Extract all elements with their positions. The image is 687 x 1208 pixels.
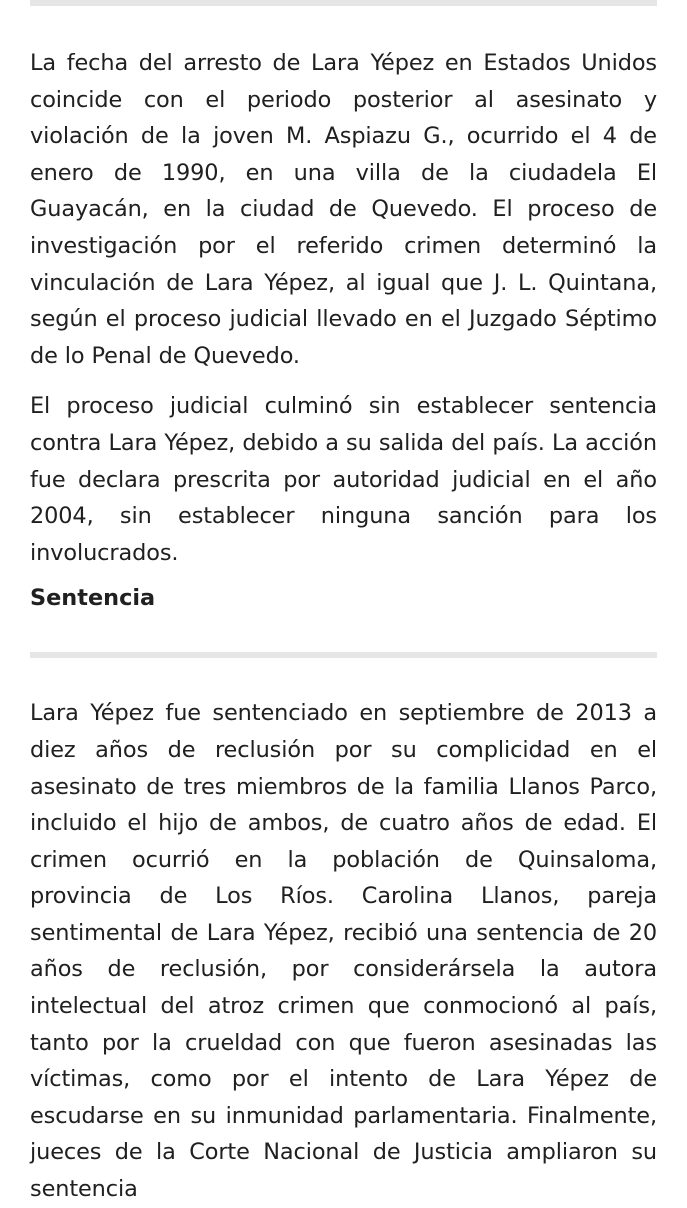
section-divider [30,652,657,658]
paragraph-sentence: Lara Yépez fue sentenciado en septiembre de 2013 a diez años de reclusión por su complicidad en el asesinato de tres miembros de la familia Llanos Parco, incluido el hijo de ambos, de cuatro años de edad. El crimen ocurrió en la población de Quinsaloma, provincia de Los Ríos. Carolina Llanos, pareja sentimental de Lara Yépez, recibió una sentencia de 20 años de reclusión, por considerársela la autora intelectual del atroz crimen que conmocionó al país, tanto por la crueldad con que fueron asesinadas las víctimas, como por el intento de Lara Yépez de escudarse en su inmunidad parlamentaria. Finalmente, jueces de la Corte Nacional de Justicia ampliaron su sentencia [30,700,657,1203]
section-divider-top [30,0,657,6]
section-heading-sentencia: Sentencia [30,585,156,612]
paragraph-arrest-date: La fecha del arresto de Lara Yépez en Estados Unidos coincide con el periodo posterior al asesinato y violación de la joven M. Aspiazu G., ocurrido el 4 de enero de 1990, en una villa de la ciudadela El Guayacán, en la ciudad de Quevedo. El proceso de investigación por el referido crimen determinó la vinculación de Lara Yépez, al igual que J. L. Quintana, según el proceso judicial llevado en el Juzgado Séptimo de lo Penal de Quevedo. [30,50,657,369]
paragraph-judicial-process: El proceso judicial culminó sin establecer sentencia contra Lara Yépez, debido a su salida del país. La acción fue declara prescrita por autoridad judicial en el año 2004, sin establecer ninguna sanción para los involucrados. [30,393,657,566]
article-body [30,0,657,1208]
